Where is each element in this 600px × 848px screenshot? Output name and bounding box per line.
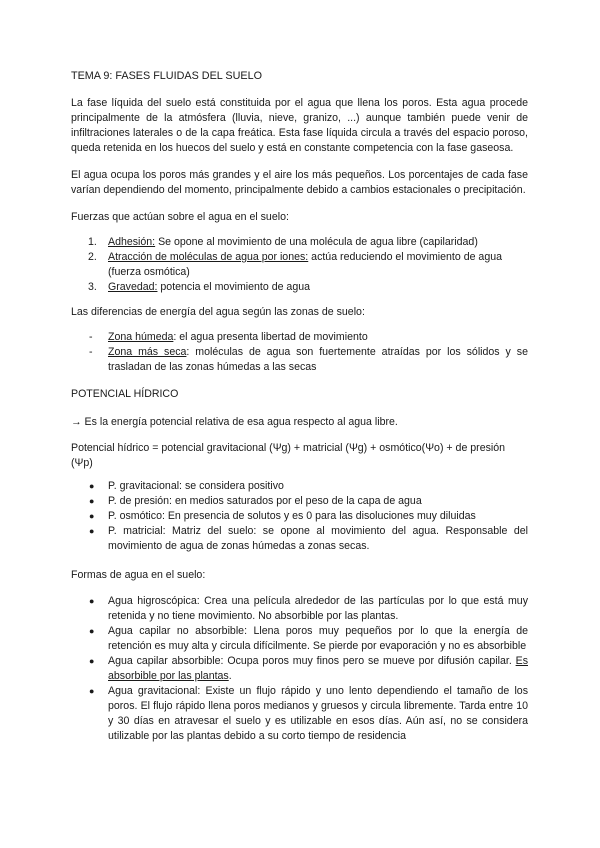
list-number: 2. — [88, 251, 97, 263]
item-text: Agua higroscópica: Crea una película alrededor de las partículas por lo que está muy retenida y no tiene movimiento. No absorbible por las plantas. — [108, 595, 528, 622]
bullet-icon: ● — [89, 686, 95, 696]
zone-term: Zona húmeda — [108, 331, 174, 343]
bullet-icon: ● — [89, 511, 95, 521]
list-item — [71, 684, 528, 744]
list-item — [71, 654, 528, 684]
potential-heading: POTENCIAL HÍDRICO — [71, 388, 179, 400]
force-text: actúa reduciendo el movimiento de agua (fuerza osmótica) — [108, 251, 502, 278]
potential-definition: → Es la energía potencial relativa de esa agua respecto al agua libre. — [71, 416, 398, 428]
list-item — [71, 479, 528, 494]
list-item — [71, 624, 528, 654]
item-text: P. matricial: Matriz del suelo: se opone al movimiento del agua. Responsable del movimiento de agua de zonas húmedas a zonas secas. — [108, 525, 528, 552]
bullet-icon: ● — [89, 526, 95, 536]
dash-marker: - — [89, 346, 93, 358]
force-term: Adhesión: — [108, 236, 156, 248]
force-term: Atracción de moléculas de agua por iones: — [108, 251, 309, 263]
bullet-icon: ● — [89, 481, 95, 491]
zone-term: Zona más seca — [108, 346, 187, 358]
forces-list — [71, 235, 528, 295]
potential-list — [71, 479, 528, 554]
intro-paragraph: La fase líquida del suelo está constituida por el agua que llena los poros. Esta agua procede principalmente de la atmósfera (lluvia, nieve, granizo, ...) aunque también puede venir de infiltraciones laterales o de la capa freática. Esta fase líquida circula a través del espacio poroso, queda retenida en los huecos del suelo y está en constante competencia con la fase gaseosa. — [71, 97, 528, 154]
zone-text: : el agua presenta libertad de movimiento — [173, 331, 368, 343]
item-suffix: . — [228, 670, 232, 682]
list-item — [71, 494, 528, 509]
energy-heading: Las diferencias de energía del agua según las zonas de suelo: — [71, 306, 365, 318]
list-item — [71, 235, 528, 250]
list-item — [71, 250, 528, 280]
list-item — [71, 509, 528, 524]
list-item — [71, 280, 528, 295]
dash-marker: - — [89, 331, 93, 343]
document-title: TEMA 9: FASES FLUIDAS DEL SUELO — [71, 70, 263, 82]
forces-heading: Fuerzas que actúan sobre el agua en el suelo: — [71, 211, 289, 223]
list-number: 1. — [88, 236, 97, 248]
item-text: Agua gravitacional: Existe un flujo rápido y uno lento dependiendo el tamaño de los poros. El flujo rápido llena poros medianos y gruesos y circula libremente. Tarda entre 10 y 30 días en atravesar el suelo y es utilizable en esos días. Aún así, no se considera utilizable por las plantas debido a su corto tiempo de residencia — [108, 685, 528, 742]
zone-text: : moléculas de agua son fuertemente atraídas por los sólidos y se trasladan de las zonas húmedas a las secas — [108, 346, 528, 373]
zones-list — [71, 330, 528, 375]
water-forms-list — [71, 594, 528, 744]
bullet-icon: ● — [89, 656, 95, 666]
bullet-icon: ● — [89, 496, 95, 506]
list-item — [71, 594, 528, 624]
document-page — [71, 69, 528, 756]
water-forms-heading: Formas de agua en el suelo: — [71, 569, 206, 581]
item-text: P. osmótico: En presencia de solutos y es 0 para las disoluciones muy diluidas — [108, 510, 476, 522]
force-term: Gravedad: — [108, 281, 158, 293]
item-text: Agua capilar no absorbible: Llena poros muy pequeños por lo que la energía de retención es muy alta y circula difícilmente. Se pierde por evaporación y no es absorbible — [108, 625, 528, 652]
list-number: 3. — [88, 281, 97, 293]
list-item — [71, 345, 528, 375]
bullet-icon: ● — [89, 596, 95, 606]
force-text: potencia el movimiento de agua — [157, 281, 310, 293]
item-text: Agua capilar absorbible: Ocupa poros muy finos pero se mueve por difusión capilar. — [108, 655, 516, 667]
bullet-icon: ● — [89, 626, 95, 636]
item-text: P. gravitacional: se considera positivo — [108, 480, 284, 492]
item-text: P. de presión: en medios saturados por el peso de la capa de agua — [108, 495, 422, 507]
potential-formula: Potencial hídrico = potencial gravitacional (Ψg) + matricial (Ψg) + osmótico(Ψo) + de presión (Ψp) — [71, 442, 506, 469]
list-item — [71, 524, 528, 554]
underlined-text: Es absorbible por las plantas — [108, 655, 528, 682]
list-item — [71, 330, 528, 345]
pores-paragraph: El agua ocupa los poros más grandes y el aire los más pequeños. Los porcentajes de cada fase varían dependiendo del momento, principalmente debido a cambios estacionales o precipitación. — [71, 169, 528, 196]
force-text: Se opone al movimiento de una molécula de agua libre (capilaridad) — [155, 236, 478, 248]
